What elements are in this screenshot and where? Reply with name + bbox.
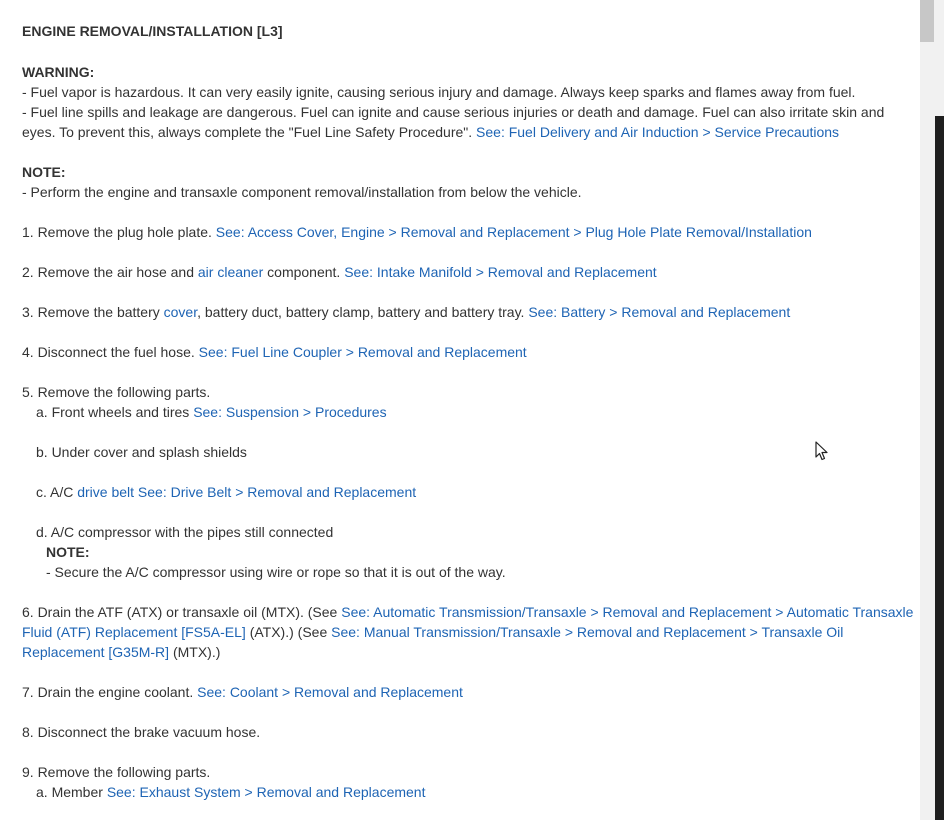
step-2 [22, 262, 914, 282]
step-text: 6. Drain the ATF (ATX) or transaxle oil (MTX). (See [22, 604, 342, 620]
step-text: , battery duct, battery clamp, battery and battery tray. [197, 304, 529, 320]
link-drive-belt[interactable]: drive belt See: Drive Belt > Removal and Replacement [77, 484, 417, 500]
step-text: 2. Remove the air hose and [22, 264, 198, 280]
step-8: 8. Disconnect the brake vacuum hose. [22, 724, 261, 740]
link-cover[interactable]: cover [163, 304, 198, 320]
step-5: 5. Remove the following parts. [22, 384, 211, 400]
step-text: 7. Drain the engine coolant. [22, 684, 198, 700]
warning-item [22, 102, 914, 142]
substep-9a [22, 782, 914, 802]
note-label: NOTE: [22, 164, 66, 180]
step-7 [22, 682, 914, 702]
scrollbar-thumb[interactable] [920, 0, 934, 42]
step-text: (ATX).) (See [245, 624, 332, 640]
step-text: component. [263, 264, 345, 280]
substep-text: a. Front wheels and tires [36, 404, 194, 420]
window-edge [935, 116, 944, 820]
step-1 [22, 222, 914, 242]
step-text: (MTX).) [169, 644, 221, 660]
warning-item: - Fuel vapor is hazardous. It can very easily ignite, causing serious injury and damage. Always keep sparks and flames away from fuel. [22, 84, 856, 100]
link-suspension[interactable]: See: Suspension > Procedures [193, 404, 387, 420]
link-manual-transaxle[interactable]: See: Manual Transmission/Transaxle > Removal and Replacement > Transaxle Oil Replacement [G35M-R] [22, 624, 844, 660]
note-item: - Perform the engine and transaxle component removal/installation from below the vehicle. [22, 184, 582, 200]
link-access-cover[interactable]: See: Access Cover, Engine > Removal and Replacement > Plug Hole Plate Removal/Installation [215, 224, 812, 240]
page-title: ENGINE REMOVAL/INSTALLATION [L3] [22, 23, 283, 39]
mouse-pointer-icon [815, 441, 829, 461]
link-intake-manifold[interactable]: See: Intake Manifold > Removal and Replacement [344, 264, 657, 280]
substep-text: a. Member [36, 784, 107, 800]
step-9: 9. Remove the following parts. [22, 764, 211, 780]
link-coolant[interactable]: See: Coolant > Removal and Replacement [197, 684, 463, 700]
link-fuel-delivery[interactable]: See: Fuel Delivery and Air Induction > Service Precautions [476, 124, 840, 140]
substep-5d: d. A/C compressor with the pipes still connected [36, 524, 334, 540]
substep-text: c. A/C [36, 484, 78, 500]
substep-note-item: - Secure the A/C compressor using wire or rope so that it is out of the way. [46, 564, 506, 580]
link-battery[interactable]: See: Battery > Removal and Replacement [528, 304, 791, 320]
substep-note-label: NOTE: [46, 544, 90, 560]
link-automatic-transaxle[interactable]: See: Automatic Transmission/Transaxle > Removal and Replacement > Automatic Transaxle Fluid (ATF) Replacement [FS5A-EL] [22, 604, 914, 640]
step-6 [22, 602, 914, 662]
step-text: 4. Disconnect the fuel hose. [22, 344, 199, 360]
step-text: 3. Remove the battery [22, 304, 164, 320]
link-air-cleaner[interactable]: air cleaner [197, 264, 264, 280]
substep-5a [22, 402, 914, 422]
warning-label: WARNING: [22, 64, 95, 80]
step-text: 1. Remove the plug hole plate. [22, 224, 216, 240]
substep-5c [22, 482, 914, 502]
link-fuel-line-coupler[interactable]: See: Fuel Line Coupler > Removal and Replacement [198, 344, 527, 360]
warning-item-text: - Fuel line spills and leakage are dangerous. Fuel can ignite and cause serious injuries or death and damage. Fuel can also irritate skin and eyes. To prevent this, always complete the "Fuel Line Safety Procedure". [22, 104, 885, 140]
link-exhaust-system[interactable]: See: Exhaust System > Removal and Replacement [106, 784, 426, 800]
step-3 [22, 302, 914, 322]
substep-5b: b. Under cover and splash shields [36, 444, 247, 460]
step-4 [22, 342, 914, 362]
document-body [22, 21, 914, 802]
